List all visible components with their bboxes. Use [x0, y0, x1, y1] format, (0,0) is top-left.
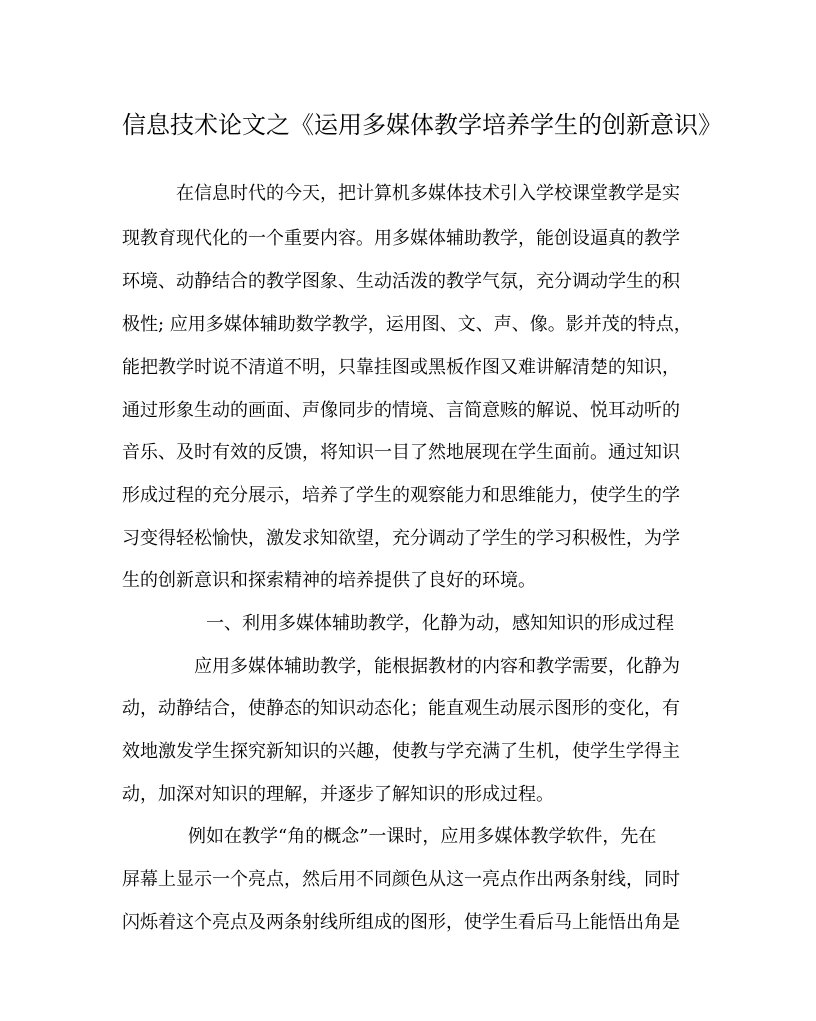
- paragraph-line: 屏幕上显示一个亮点，然后用不同颜色从这一亮点作出两条射线，同时: [122, 869, 680, 890]
- paragraph-line: 能把教学时说不清道不明，只靠挂图或黑板作图又难讲解清楚的知识，: [122, 357, 680, 378]
- paragraph-line: 闪烁着这个亮点及两条射线所组成的图形，使学生看后马上能悟出角是: [122, 912, 680, 933]
- paragraph-line: 例如在教学“角的概念”一课时，应用多媒体教学软件，先在: [188, 826, 657, 847]
- paragraph-line: 效地激发学生探究新知识的兴趣，使教与学充满了生机，使学生学得主: [122, 741, 680, 762]
- paragraph-line: 形成过程的充分展示，培养了学生的观察能力和思维能力，使学生的学: [122, 485, 680, 506]
- section-heading: 一、利用多媒体辅助教学，化静为动，感知知识的形成过程: [206, 613, 674, 634]
- paragraph-line: 现教育现代化的一个重要内容。用多媒体辅助教学，能创设逼真的教学: [122, 228, 680, 249]
- document-title: 信息技术论文之《运用多媒体教学培养学生的创新意识》: [122, 111, 722, 139]
- paragraph-line: 极性; 应用多媒体辅助数学教学，运用图、文、声、像。影并茂的特点，: [122, 314, 692, 335]
- paragraph-line: 生的创新意识和探索精神的培养提供了良好的环境。: [122, 570, 536, 591]
- paragraph-line: 动，动静结合，使静态的知识动态化；能直观生动展示图形的变化，有: [122, 698, 680, 719]
- paragraph-line: 通过形象生动的画面、声像同步的情境、言简意赅的解说、悦耳动听的: [122, 400, 680, 421]
- paragraph-line: 应用多媒体辅助教学，能根据教材的内容和教学需要，化静为: [194, 656, 680, 677]
- paragraph-line: 动，加深对知识的理解，并逐步了解知识的形成过程。: [122, 784, 554, 805]
- paragraph-line: 环境、动静结合的教学图象、生动活泼的教学气氛，充分调动学生的积: [122, 271, 680, 292]
- paragraph-line: 音乐、及时有效的反馈，将知识一目了然地展现在学生面前。通过知识: [122, 442, 680, 463]
- paragraph-line: 在信息时代的今天，把计算机多媒体技术引入学校课堂教学是实: [176, 183, 680, 204]
- paragraph-line: 习变得轻松愉快，激发求知欲望，充分调动了学生的学习积极性，为学: [122, 528, 680, 549]
